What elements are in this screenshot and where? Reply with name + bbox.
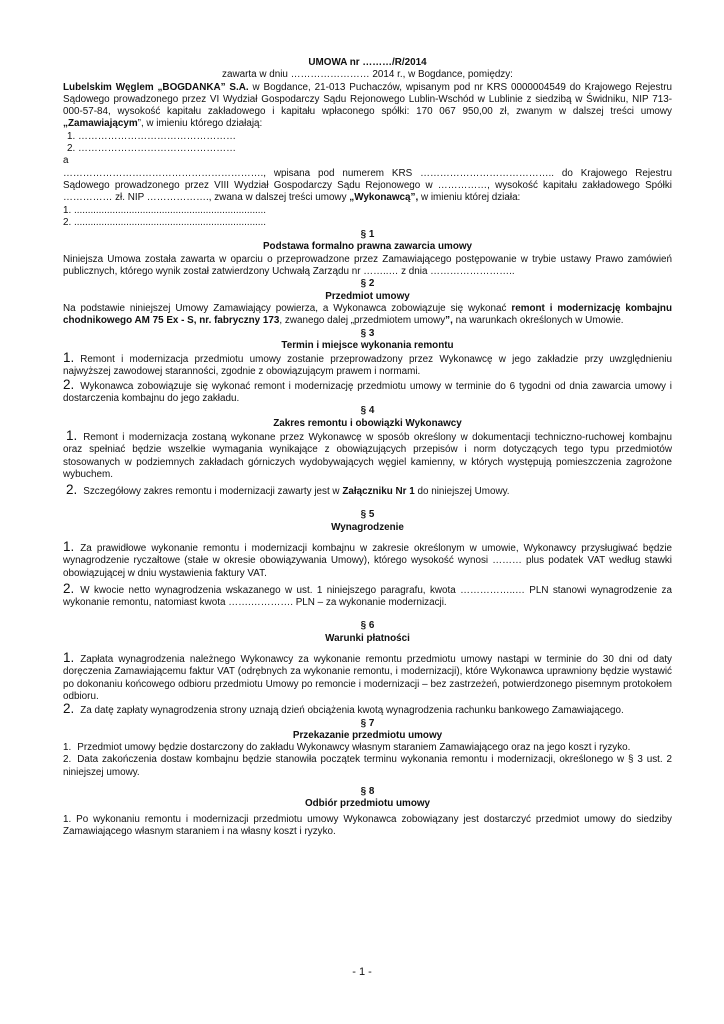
- party1-alias-tail: ”, w imieniu którego działają:: [137, 118, 263, 130]
- section-2-title: Przedmiot umowy: [325, 290, 410, 302]
- party2-text-b: w imieniu której działa:: [418, 192, 521, 204]
- party2-text-a: ……………………………………………………., wpisana pod numerem KRS ………………………………….. do Krajowego Rejestru Sądowego prowadzonego przez VIII Wydział Gospodarczy Sądu Rejonowego w ……………, wysokość kapitału zakładowego Spółki …………… zł. NIP ………………., zwana w dalszej treści umowy: [63, 167, 672, 204]
- section-5-point-2: [63, 580, 672, 610]
- section-5-title: Wynagrodzenie: [331, 521, 404, 533]
- contract-title: UMOWA nr ………/R/2014: [308, 57, 427, 68]
- section-4-point-1: [63, 427, 672, 481]
- point-text: Przedmiot umowy będzie dostarczony do zakładu Wykonawcy własnym staraniem Zamawiającego oraz na jego koszt i ryzyko.: [77, 742, 631, 754]
- section-5-point-1: [63, 538, 672, 580]
- section-2-subject: remont i modernizację kombajnu chodnikowego AM 75 Ex - S, nr. fabryczny 173: [63, 302, 672, 327]
- section-3-title: Termin i miejsce wykonania remontu: [281, 339, 454, 351]
- point-text-a: Szczegółowy zakres remontu i modernizacji zawarty jest w: [83, 486, 343, 498]
- party1-rep-2: 2. …………………………………………: [67, 143, 236, 155]
- point-text-b: do niniejszej Umowy.: [414, 486, 510, 498]
- section-2-text: [63, 303, 672, 328]
- point-number: 1.: [63, 350, 75, 366]
- section-8-title: Odbiór przedmiotu umowy: [304, 798, 431, 810]
- section-6-title: Warunki płatności: [325, 632, 410, 644]
- point-number: 1.: [66, 427, 78, 443]
- section-2-text-d: na warunkach określonych w Umowie.: [452, 315, 624, 327]
- point-number: 1.: [63, 650, 75, 666]
- section-2-text-c: ”,: [445, 315, 453, 327]
- section-8-point-1: 1. Po wykonaniu remontu i modernizacji przedmiotu umowy Wykonawca zobowiązany jest dostarczyć przedmiot umowy do siedziby Zamawiającego własnym staraniem i na własny koszt i ryzyko.: [63, 813, 672, 837]
- contract-date-line: zawarta w dniu …………………… 2014 r., w Bogdance, pomiędzy:: [222, 69, 513, 81]
- point-number: 1.: [63, 742, 72, 754]
- point-number: 2.: [63, 580, 75, 596]
- section-5-number: § 5: [360, 509, 375, 521]
- and-connector: a: [63, 155, 69, 167]
- party2-rep-1: 1. ......................................................................: [63, 204, 267, 216]
- section-7-title: Przekazanie przedmiotu umowy: [292, 729, 443, 741]
- point-text: Remont i modernizacja przedmiotu umowy zostanie przeprowadzony przez Wykonawcę w jego zakładzie przy uwzględnieniu najwyższej zawodowej staranności, zgodnie z obowiązującym prawem i normami.: [63, 354, 672, 378]
- section-3-point-1: [63, 352, 672, 379]
- point-text: Remont i modernizacja zostaną wykonane przez Wykonawcę w sposób określony w dokumentacji techniczno-ruchowej kombajnu oraz spełniać będzie wszelkie wymagania wynikające z obowiązujących przepisów i norm dotyczących tego typu przedmiotów stosowanych w podziemnych zakładach górniczych wydobywających węgiel kamienny, w których występują pomieszczenia zagrożone wybuchem.: [63, 431, 672, 480]
- section-7-point-2: [63, 754, 672, 779]
- party1-name: Lubelskim Węglem „BOGDANKA” S.A.: [63, 81, 249, 93]
- section-6-number: § 6: [360, 620, 375, 632]
- point-text: Wykonawca zobowiązuje się wykonać remont i modernizację przedmiotu umowy w terminie do 6 tygodni od dnia zawarcia umowy i dostarczenia kombajnu do jego zakładu.: [63, 380, 672, 405]
- point-text: Za datę zapłaty wynagrodzenia strony uznają dzień obciążenia kwotą wynagrodzenia rachunku bankowego Zamawiającego.: [80, 705, 624, 717]
- section-4-title: Zakres remontu i obowiązki Wykonawcy: [273, 417, 462, 429]
- party2-alias: „Wykonawcą”,: [349, 192, 419, 204]
- section-6-point-1: [63, 652, 672, 703]
- point-text: W kwocie netto wynagrodzenia wskazanego w ust. 1 niniejszego paragrafu, kwota ……………..… PLN stanowi wynagrodzenie za wykonanie remontu, natomiast kwota …….…………. PLN – za wykonanie modernizacji.: [63, 584, 672, 609]
- section-1-title: Podstawa formalno prawna zawarcia umowy: [262, 241, 473, 253]
- section-7-point-1: [63, 742, 672, 754]
- point-number: 1.: [63, 538, 75, 554]
- section-1-text: Niniejsza Umowa została zawarta w oparciu o przeprowadzone przez Zamawiającego postępowanie w trybie ustawy Prawo zamówień publicznych, którego wynik został zatwierdzony Uchwałą Zarządu nr ……..… z dnia ……………………..: [63, 253, 672, 278]
- point-text: Zapłata wynagrodzenia należnego Wykonawcy za wykonanie remontu przedmiotu umowy nastąpi w terminie do 30 dni od daty doręczenia Zamawiającemu faktur VAT (odrębnych za wykonanie remontu, i modernizacji), które Wykonawca uprawniony będzie wystawić po dokonaniu końcowego odbioru przedmiotu Umowy po remoncie i modernizacji – bez zastrzeżeń, potwierdzonego pisemnym protokołem odbioru.: [63, 654, 672, 702]
- attachment-ref: Załączniku Nr 1: [342, 486, 415, 498]
- section-2-text-b: , zwanego dalej „przedmiotem umowy: [279, 315, 446, 327]
- party1-paragraph: [63, 82, 672, 131]
- section-4-point-2: [63, 484, 672, 498]
- section-7-number: § 7: [360, 717, 375, 729]
- section-2-number: § 2: [360, 278, 375, 290]
- page-number: - 1 -: [352, 966, 372, 978]
- party2-rep-2: 2. ......................................................................: [63, 216, 267, 228]
- section-2-text-a: Na podstawie niniejszej Umowy Zamawiający powierza, a Wykonawca zobowiązuje się wykonać: [63, 302, 512, 314]
- section-4-number: § 4: [360, 405, 375, 417]
- point-text: Data zakończenia dostaw kombajnu będzie stanowiła początek terminu wykonania remontu i modernizacji, określonego w § 3 ust. 2 niniejszej umowy.: [63, 754, 672, 778]
- point-number: 2.: [63, 376, 75, 392]
- section-3-number: § 3: [360, 327, 375, 339]
- section-3-point-2: [63, 376, 672, 406]
- document-page: [63, 57, 672, 838]
- party1-alias: „Zamawiającym: [63, 118, 138, 130]
- point-text: Za prawidłowe wykonanie remontu i modernizacji kombajnu w zakresie określonym w umowie, Wykonawcy przysługiwać będzie wynagrodzenie ryczałtowe (stałe w okresie obowiązywania Umowy), którego wysokość wynosi ……… plus podatek VAT według stawki obowiązującej w dniu wystawienia faktury VAT.: [63, 542, 672, 579]
- party1-rep-1: 1. …………………………………………: [67, 130, 236, 142]
- section-1-number: § 1: [360, 229, 375, 241]
- point-number: 2.: [63, 754, 72, 766]
- point-number: 2.: [66, 482, 78, 498]
- party2-paragraph: [63, 168, 672, 205]
- section-8-number: § 8: [360, 786, 375, 798]
- party1-details: w Bogdance, 21-013 Puchaczów, wpisanym pod nr KRS 0000004549 do Krajowego Rejestru Sądowego prowadzonego przez VI Wydział Gospodarczy Sądu Rejonowego Lublin-Wschód w Lublinie z siedzibą w Świdniku, NIP 713-000-57-84, wysokość kapitału zakładowego i kapitału wpłaconego spółki: 170 067 950,00 zł, zwanym w dalszej treści umowy: [63, 81, 672, 118]
- section-6-point-2: [63, 703, 672, 717]
- point-number: 2.: [63, 701, 75, 717]
